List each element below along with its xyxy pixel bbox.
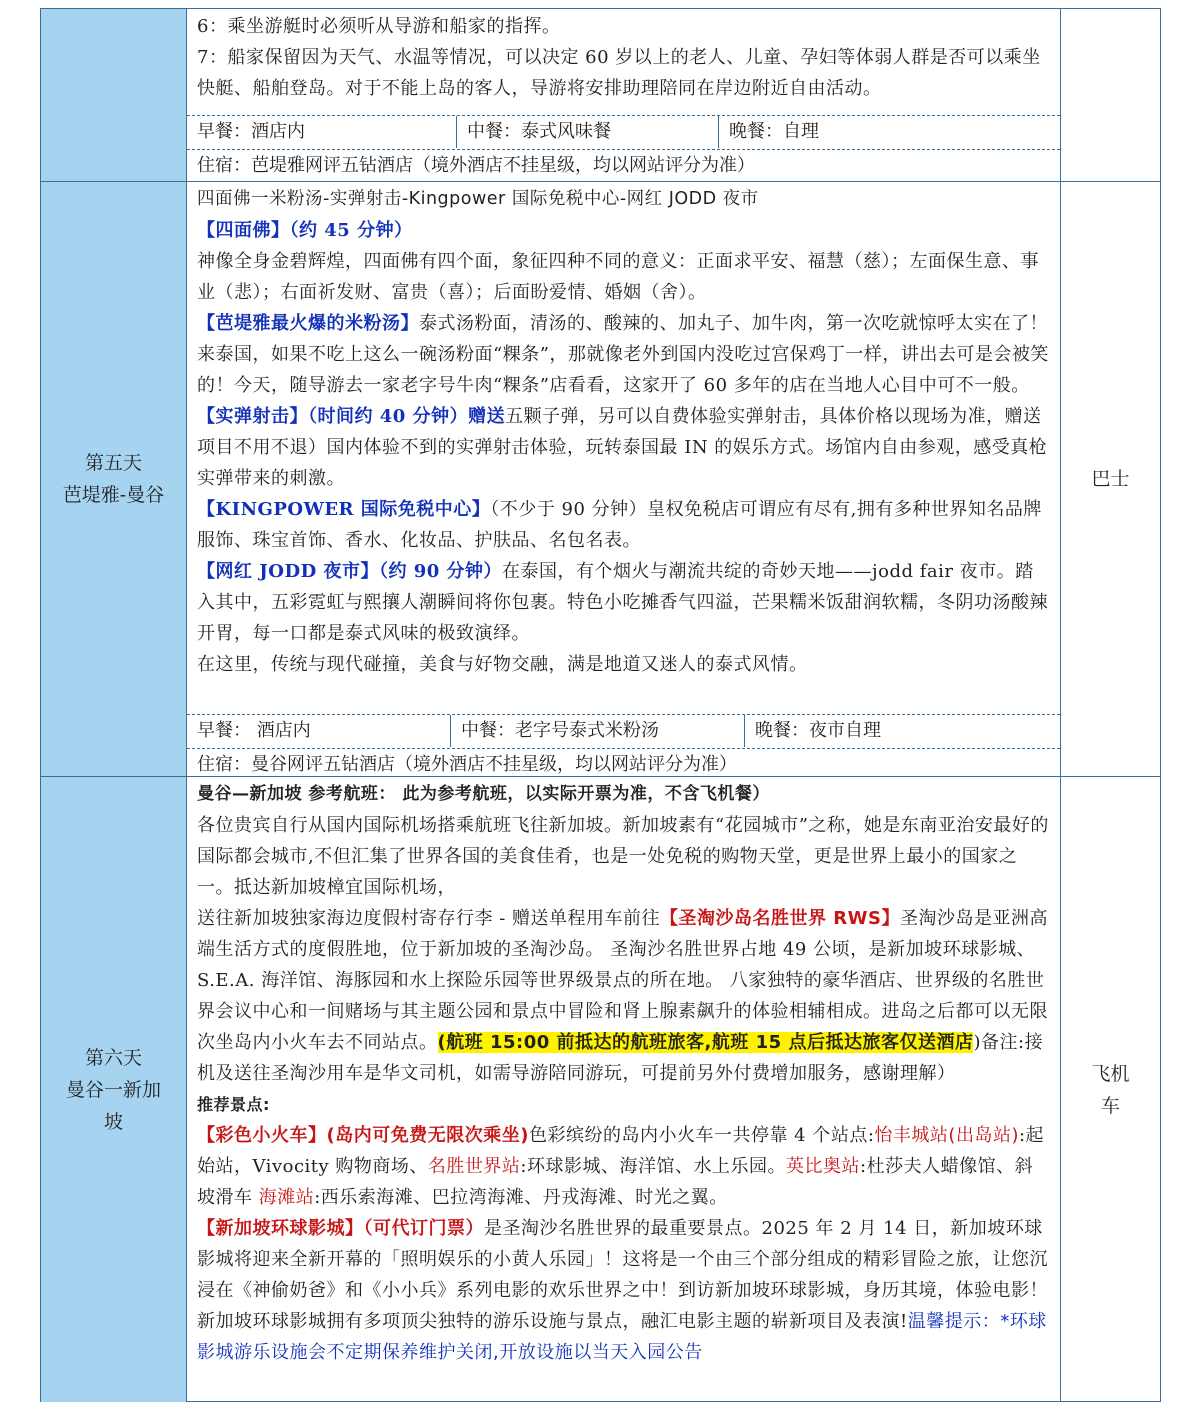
note-6: 6：乘坐游艇时必须听从导游和船家的指挥。 — [197, 16, 561, 37]
train-head: 【彩色小火车】(岛内可免费无限次乘坐) — [197, 1125, 529, 1146]
day6-p2a: 送往新加坡独家海边度假村寄存行李 - 赠送单程用车前往 — [197, 908, 661, 929]
row-previous-day — [187, 9, 1060, 181]
day6-title: 曼谷—新加坡 参考航班： 此为参考航班，以实际开票为准，不含飞机餐） — [197, 784, 770, 804]
day-cell-previous — [41, 9, 187, 181]
day5-label: 第五天 — [84, 452, 142, 474]
day5-stay: 住宿：曼谷网评五钻酒店（境外酒店不挂星级，均以网站评分为准） — [197, 754, 737, 775]
flight-highlight: (航班 15:00 前抵达的航班旅客,航班 15 点后抵达旅客仅送酒店 — [437, 1032, 974, 1053]
transport-cell-previous — [1060, 9, 1160, 181]
day5-s5-text: 在泰国，有个烟火与潮流共绽的奇妙天地——jodd fair 夜市。踏入其中，五彩霓虹与熙攘人潮瞬间将你包裹。特色小吃摊香气四溢，芒果糯米饭甜润软糯，冬阴功汤酸辣开胃，每一口都是泰式风味的极致演绎。 — [197, 561, 1048, 644]
row-day5 — [187, 182, 1060, 776]
itinerary-table — [40, 8, 1161, 1402]
day-cell-day6 — [41, 777, 187, 1402]
day6-label: 第六天 — [84, 1046, 142, 1069]
note-7: 7：船家保留因为天气、水温等情况，可以决定 60 岁以上的老人、儿童、孕妇等体弱人群是否可以乘坐快艇、船舶登岛。对于不能上岛的客人，导游将安排助理陪同在岸边附近自由活动。 — [197, 47, 1041, 99]
transport-cell-day5 — [1060, 182, 1160, 776]
transport-cell-day6 — [1060, 777, 1160, 1402]
day6-p2c: )备注:接机及送往圣淘沙用车是华文司机，如需导游陪同游玩，可提前另外付费增加服务，感谢理解） — [197, 1032, 1044, 1084]
day5-s4-text: （不少于 90 分钟）皇权免税店可谓应有尽有,拥有多种世界知名品牌服饰、珠宝首饰、香水、化妆品、护肤品、名包名表。 — [197, 499, 1042, 551]
day5-meal-row — [187, 715, 1060, 747]
station-2: 名胜世界站 — [427, 1156, 521, 1177]
day-cell-day5 — [41, 182, 187, 776]
day5-s3-text: 五颗子弹，另可以自费体验实弹射击，具体价格以现场为准，赠送项目不用不退）国内体验不到的实弹射击体验，玩转泰国最 IN 的娱乐方式。场馆内自由参观，感受真枪实弹带来的刺激。 — [197, 406, 1048, 489]
day5-route: 芭堤雅-曼谷 — [62, 484, 165, 506]
tip-text: *环球影城游乐设施会不定期保养维护关闭,开放设施以当天入园公告 — [197, 1311, 1047, 1363]
station-1: 怡丰城站(出岛站) — [874, 1125, 1019, 1146]
day6-transport: 飞机车 — [1091, 1062, 1130, 1117]
train-c: :环球影城、海洋馆、水上乐园。 — [520, 1156, 786, 1177]
station-4: 海滩站 — [258, 1187, 315, 1208]
train-a: 色彩缤纷的岛内小火车一共停靠 4 个站点: — [528, 1125, 875, 1146]
day5-dinner: 晚餐：夜市自理 — [755, 720, 881, 741]
meal-row — [187, 116, 1060, 148]
day5-s1-head: 【四面佛】（约 45 分钟） — [197, 220, 413, 241]
day5-s2-head: 【芭堤雅最火爆的米粉汤】 — [197, 313, 419, 334]
lunch-cell: 中餐：泰式风味餐 — [457, 116, 719, 148]
day5-lunch: 中餐：老字号泰式米粉汤 — [451, 715, 745, 747]
day5-s3-head: 【实弹射击】（时间约 40 分钟）赠送 — [197, 406, 506, 427]
rws-link-text: 【圣淘沙岛名胜世界 RWS】 — [660, 908, 900, 929]
day5-itinerary — [197, 184, 1050, 680]
day5-transport: 巴士 — [1091, 468, 1130, 490]
day6-itinerary — [197, 779, 1050, 1368]
tip-label: 温馨提示： — [907, 1311, 1001, 1332]
stay-line: 住宿：芭堤雅网评五钻酒店（境外酒店不挂星级，均以网站评分为准） — [197, 155, 755, 176]
row-day6 — [187, 777, 1060, 1402]
dinner-cell: 晚餐：自理 — [729, 121, 819, 142]
day5-s4-head: 【KINGPOWER 国际免税中心】 — [197, 499, 491, 520]
day6-p2b: 圣淘沙岛是亚洲高端生活方式的度假胜地，位于新加坡的圣淘沙岛。 圣淘沙名胜世界占地 49 公顷，是新加坡环球影城、S.E.A. 海洋馆、海豚园和水上探险乐园等世界级景点的所在地。 八家独特的豪华酒店、世界级的名胜世界会议中心和一间赌场与其主题公园和景点中冒险和肾上腺素飙升的体验相辅相成。进岛之后都可以无限次坐岛内小火车去不同站点。 — [197, 908, 1048, 1053]
train-e: :西乐索海滩、巴拉湾海滩、丹戎海滩、时光之翼。 — [314, 1187, 728, 1208]
uss-text: 是圣淘沙名胜世界的最重要景点。2025 年 2 月 14 日，新加坡环球影城将迎来全新开幕的「照明娱乐的小黄人乐园」！这将是一个由三个部分组成的精彩冒险之旅，让您沉浸在《神偷奶爸》和《小小兵》系列电影的欢乐世界之中！到访新加坡环球影城，身历其境，体验电影！ 新加坡环球影城拥有多项顶尖独特的游乐设施与景点，融汇电影主题的崭新项目及表演! — [197, 1218, 1048, 1332]
day5-s5-head: 【网红 JODD 夜市】（约 90 分钟） — [197, 561, 503, 582]
breakfast-cell: 早餐：酒店内 — [187, 116, 457, 148]
notes-block — [197, 11, 1050, 104]
station-3: 英比奥站 — [786, 1156, 860, 1177]
train-d: :杜莎夫人蜡像馆、斜坡滑车 — [197, 1156, 1034, 1208]
train-b: :起始站，Vivocity 购物商场、 — [197, 1125, 1045, 1177]
recommend-label: 推荐景点: — [197, 1095, 270, 1114]
day6-route: 曼谷一新加坡 — [65, 1078, 161, 1133]
day5-s2-text: 泰式汤粉面，清汤的、酸辣的、加丸子、加牛肉，第一次吃就惊呼太实在了！来泰国，如果不吃上这么一碗汤粉面“粿条”，那就像老外到国内没吃过宫保鸡丁一样，讲出去可是会被笑的！今天，随导游去一家老字号牛肉“粿条”店看看，这家开了 60 多年的店在当地人心目中可不一般。 — [197, 313, 1049, 396]
uss-head: 【新加坡环球影城】（可代订门票） — [197, 1218, 484, 1239]
day5-title: 四面佛一米粉汤-实弹射击-Kingpower 国际免税中心-网红 JODD 夜市 — [197, 189, 759, 209]
day5-s6-text: 在这里，传统与现代碰撞，美食与好物交融，满是地道又迷人的泰式风情。 — [197, 654, 808, 675]
day6-p1: 各位贵宾自行从国内国际机场搭乘航班飞往新加坡。新加坡素有“花园城市”之称，她是东南亚治安最好的国际都会城市,不但汇集了世界各国的美食佳肴，也是一处免税的购物天堂，更是世界上最小的国家之一。抵达新加坡樟宜国际机场， — [197, 815, 1049, 898]
day5-s1-text: 神像全身金碧辉煌，四面佛有四个面，象征四种不同的意义：正面求平安、福慧（慈）；左面保生意、事业（悲）；右面祈发财、富贵（喜）；后面盼爱情、婚姻（舍）。 — [197, 251, 1039, 303]
day5-breakfast: 早餐： 酒店内 — [187, 715, 451, 747]
